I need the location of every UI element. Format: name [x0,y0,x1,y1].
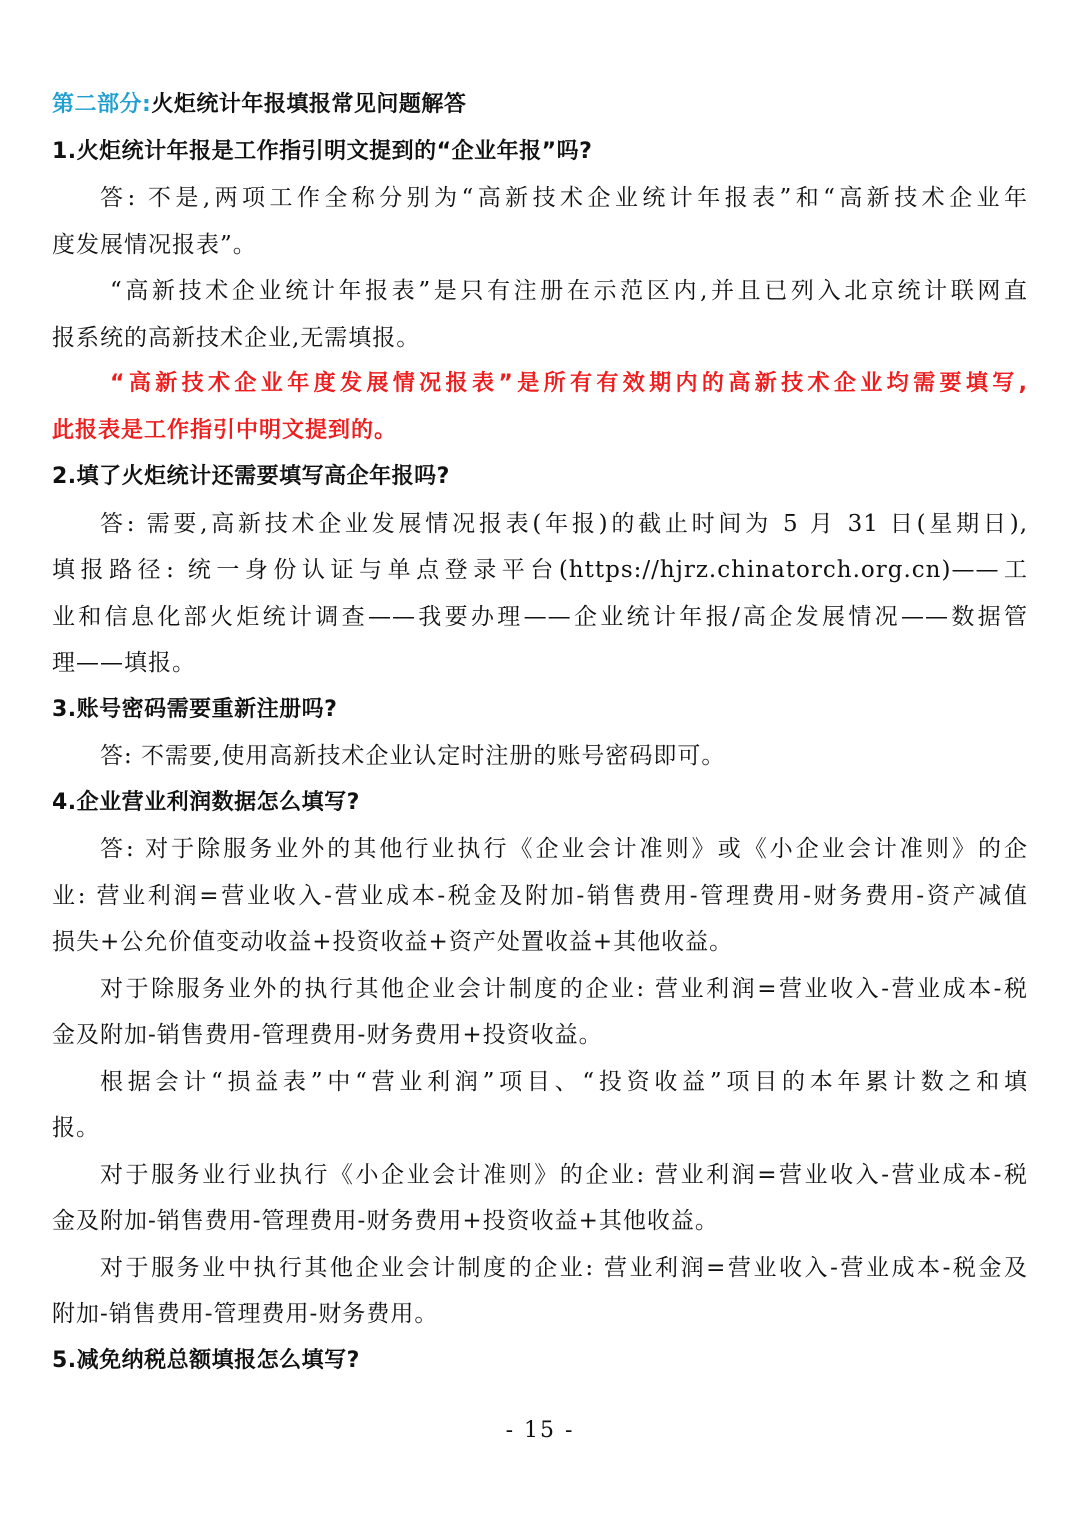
answer-4-line-6: 根据会计“损益表”中“营业利润”项目、“投资收益”项目的本年累计数之和填 [100,1068,1028,1095]
answer-1-highlight-line-1: “高新技术企业年度发展情况报表”是所有有效期内的高新技术企业均需要填写, [110,371,1028,396]
answer-1-line-4: 报系统的高新技术企业,无需填报。 [52,324,421,351]
answer-2-line-1: 答: 需要,高新技术企业发展情况报表(年报)的截止时间为 5 月 31 日(星期日), [100,510,1028,537]
page-number: - 15 - [505,1418,575,1443]
answer-1-line-1: 答: 不是,两项工作全称分别为“高新技术企业统计年报表”和“高新技术企业年 [100,185,1028,211]
answer-3-line-1: 答: 不需要,使用高新技术企业认定时注册的账号密码即可。 [100,743,726,769]
answer-4-line-10: 对于服务业中执行其他企业会计制度的企业: 营业利润=营业收入-营业成本-税金及 [100,1254,1028,1281]
document-page [52,82,1028,1384]
answer-4-line-9: 金及附加-销售费用-管理费用-财务费用+投资收益+其他收益。 [52,1208,719,1234]
section-heading: 火炬统计年报填报常见问题解答 [151,92,467,117]
section-title [52,82,1028,129]
section-label: 第二部分: [52,92,152,117]
answer-4-line-2: 业: 营业利润=营业收入-营业成本-税金及附加-销售费用-管理费用-财务费用-资产减值 [52,882,1028,909]
answer-4-line-8: 对于服务业行业执行《小企业会计准则》的企业: 营业利润=营业收入-营业成本-税 [100,1161,1028,1188]
answer-4-line-4: 对于除服务业外的执行其他企业会计制度的企业: 营业利润=营业收入-营业成本-税 [100,975,1028,1002]
answer-1-highlight-line-2: 此报表是工作指引中明文提到的。 [52,417,398,443]
question-2: 2.填了火炬统计还需要填写高企年报吗? [52,464,450,489]
answer-2-line-3: 业和信息化部火炬统计调查——我要办理——企业统计年报/高企发展情况——数据管 [52,603,1028,630]
answer-4-line-3: 损失+公允价值变动收益+投资收益+资产处置收益+其他收益。 [52,929,734,955]
question-3: 3.账号密码需要重新注册吗? [52,696,338,722]
question-5: 5.减免纳税总额填报怎么填写? [52,1347,360,1373]
question-1: 1.火炬统计年报是工作指引明文提到的“企业年报”吗? [52,138,593,164]
answer-4-line-7: 报。 [52,1115,100,1141]
answer-2-line-2: 填报路径: 统一身份认证与单点登录平台(https://hjrz.chinatorch.org.cn)——工 [52,557,1028,583]
answer-2-line-4: 理——填报。 [52,650,196,676]
question-4: 4.企业营业利润数据怎么填写? [52,789,360,815]
answer-4-line-11: 附加-销售费用-管理费用-财务费用。 [52,1301,439,1327]
answer-4-line-5: 金及附加-销售费用-管理费用-财务费用+投资收益。 [52,1022,603,1048]
answer-4-line-1: 答: 对于除服务业外的其他行业执行《企业会计准则》或《小企业会计准则》的企 [100,836,1028,862]
answer-1-line-2: 度发展情况报表”。 [52,231,257,258]
answer-1-line-3: “高新技术企业统计年报表”是只有注册在示范区内,并且已列入北京统计联网直 [110,278,1028,304]
